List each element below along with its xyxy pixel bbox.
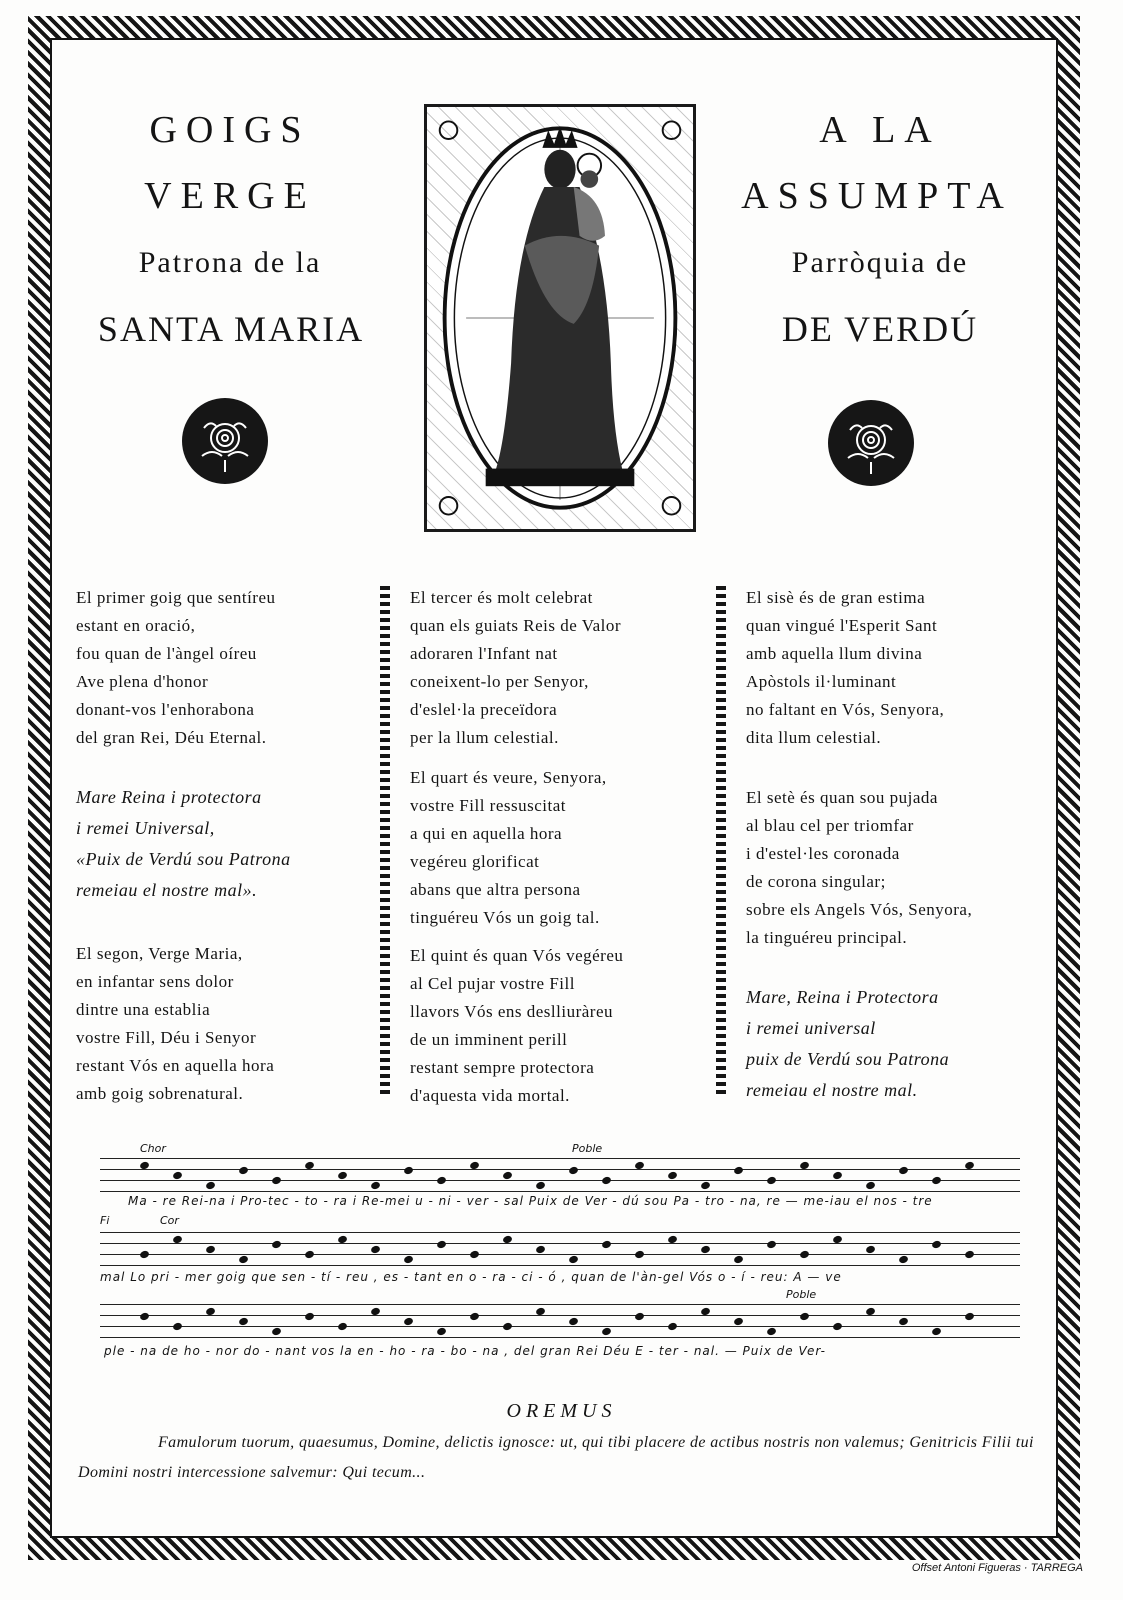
printer-credit: Offset Antoni Figueras · TARREGA <box>911 1562 1083 1574</box>
column-3-refrain <box>746 982 1046 1106</box>
oremus-heading: OREMUS <box>506 1400 617 1422</box>
column-2-stanza-4: El quart és veure, Senyora, vostre Fill ressuscitat a qui en aquella hora vegéreu glorificat abans que altra persona tinguéreu Vós un goig tal. <box>410 768 607 927</box>
staff-2 <box>100 1232 1020 1266</box>
label-poble: Poble <box>572 1142 603 1155</box>
subtitle-patrona: Patrona de la <box>138 246 322 279</box>
music-score <box>100 1140 1020 1370</box>
column-2-stanza-3: El tercer és molt celebrat quan els guiats Reis de Valor adoraren l'Infant nat coneixent-lo per Senyor, d'eslel·la preceïdora per la llum celestial. <box>410 588 622 747</box>
title-a-la: A LA <box>819 109 941 151</box>
title-de-verdu: DE VERDÚ <box>781 309 979 349</box>
title-assumpta: ASSUMPTA <box>741 175 1013 217</box>
column-1-refrain <box>76 782 366 906</box>
column-divider-right <box>716 586 726 1096</box>
column-1-stanza-2: El segon, Verge Maria, en infantar sens dolor dintre una establia vostre Fill, Déu i Senyor restant Vós en aquella hora amb goig sobrenatural. <box>76 944 275 1103</box>
rose-ornament-right <box>828 400 914 486</box>
column-2-stanza-5: El quint és quan Vós vegéreu al Cel pujar vostre Fill llavors Vós ens deslliuràreu de un imminent perill restant sempre protectora d'aquesta vida mortal. <box>410 946 624 1105</box>
refrain-text: Mare Reina i protectora i remei Universal, «Puix de Verdú sou Patrona remeiau el nostre mal». <box>76 787 291 900</box>
lyrics-line-2: mal Lo pri - mer goig que sen - tí - reu , es - tant en o - ra - ci - ó , quan de l'àn-gel Vós o - í - reu: A — ve <box>100 1270 842 1284</box>
column-3-stanza-6: El sisè és de gran estima quan vingué l'Esperit Sant amb aquella llum divina Apòstols il·luminant no faltant en Vós, Senyora, dita llum celestial. <box>746 588 945 747</box>
label-poble-2: Poble <box>786 1288 817 1301</box>
title-verge: VERGE <box>144 175 316 217</box>
label-cor: Cor <box>160 1214 179 1227</box>
subtitle-parroquia: Parròquia de <box>791 246 969 279</box>
column-3-stanza-7: El setè és quan sou pujada al blau cel per triomfar i d'estel·les coronada de corona singular; sobre els Angels Vós, Senyora, la tinguéreu principal. <box>746 788 973 947</box>
column-1-stanza-1: El primer goig que sentíreu estant en oració, fou quan de l'àngel oíreu Ave plena d'honor donant-vos l'enhorabona del gran Rei, Déu Eternal. <box>76 588 276 747</box>
lyrics-line-3: ple - na de ho - nor do - nant vos la en - ho - ra - bo - na , del gran Rei Déu E - ter - nal. — Puix de Ver- <box>104 1344 826 1358</box>
title-goigs: GOIGS <box>149 109 311 151</box>
staff-1 <box>100 1158 1020 1192</box>
label-chor: Chor <box>140 1142 166 1155</box>
oremus-prayer: Famulorum tuorum, quaesumus, Domine, delictis ignosce: ut, qui tibi placere de actibus nostris non valemus; Genitricis Filii tui Domini nostri intercessione salvemur: Qui tecum... <box>78 1434 1034 1481</box>
label-fi: Fi <box>100 1214 110 1227</box>
refrain-text: Mare, Reina i Protectora i remei universal puix de Verdú sou Patrona remeiau el nostre mal. <box>746 987 950 1100</box>
title-santa-maria: SANTA MARIA <box>97 309 365 349</box>
lyrics-line-1: Ma - re Rei-na i Pro-tec - to - ra i Re-mei u - ni - ver - sal Puix de Ver - dú sou Pa - tro - na, re — me-iau el nos - tre <box>128 1194 933 1208</box>
virgin-and-child-engraving <box>424 104 696 532</box>
column-divider-left <box>380 586 390 1096</box>
rose-ornament-left <box>182 398 268 484</box>
